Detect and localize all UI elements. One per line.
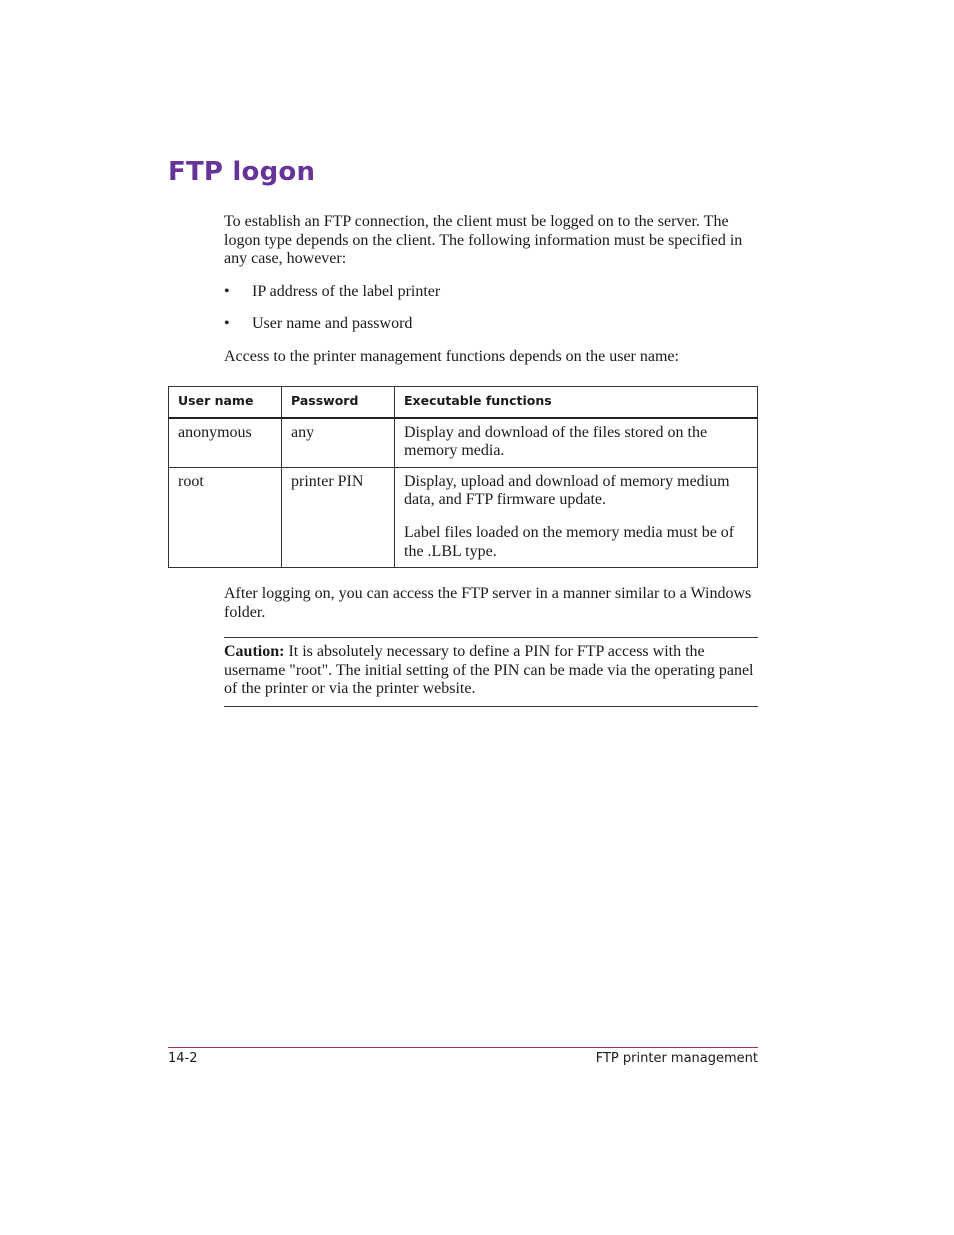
function-text: Display and download of the files stored on the memory media.: [404, 423, 708, 460]
cell-password: printer PIN: [282, 467, 395, 567]
header-password: Password: [282, 387, 395, 418]
header-executable-functions: Executable functions: [395, 387, 758, 418]
list-item: [224, 283, 440, 302]
after-logon-paragraph: After logging on, you can access the FTP server in a manner similar to a Windows folder.: [224, 585, 752, 621]
function-text: Display, upload and download of memory medium data, and FTP firmware update.: [404, 472, 730, 509]
list-item-text: User name and password: [252, 314, 413, 332]
table-header-row: [169, 387, 758, 418]
requirements-list: [224, 283, 440, 347]
function-text: Label files loaded on the memory media must be of the .LBL type.: [404, 523, 735, 560]
footer-section-title: FTP printer management: [595, 1051, 758, 1066]
caution-note: [224, 637, 758, 707]
header-user-name: User name: [169, 387, 282, 418]
cell-user-name: anonymous: [169, 418, 282, 468]
cell-functions: [395, 467, 758, 567]
bullet-icon: •: [224, 283, 230, 300]
table-row: [169, 418, 758, 468]
cell-password: any: [282, 418, 395, 468]
bullet-icon: •: [224, 314, 230, 332]
caution-label: Caution:: [224, 643, 285, 660]
caution-text: It is absolutely necessary to define a PIN for FTP access with the username "root". The initial setting of the PIN can be made via the operating panel of the printer or via the printer website.: [224, 643, 754, 698]
cell-functions: [395, 418, 758, 468]
list-item: [224, 315, 440, 334]
access-paragraph: Access to the printer management functions depends on the user name:: [224, 348, 679, 365]
table-row: [169, 467, 758, 567]
cell-user-name: root: [169, 467, 282, 567]
intro-paragraph: To establish an FTP connection, the client must be logged on to the server. The logon type depends on the client. The following information must be specified in any case, however:: [224, 213, 743, 268]
user-functions-table: [168, 386, 758, 568]
list-item-text: IP address of the label printer: [252, 283, 441, 300]
footer-page-number: 14-2: [168, 1051, 198, 1066]
footer-divider: [168, 1047, 758, 1048]
page-title: FTP logon: [168, 157, 316, 187]
